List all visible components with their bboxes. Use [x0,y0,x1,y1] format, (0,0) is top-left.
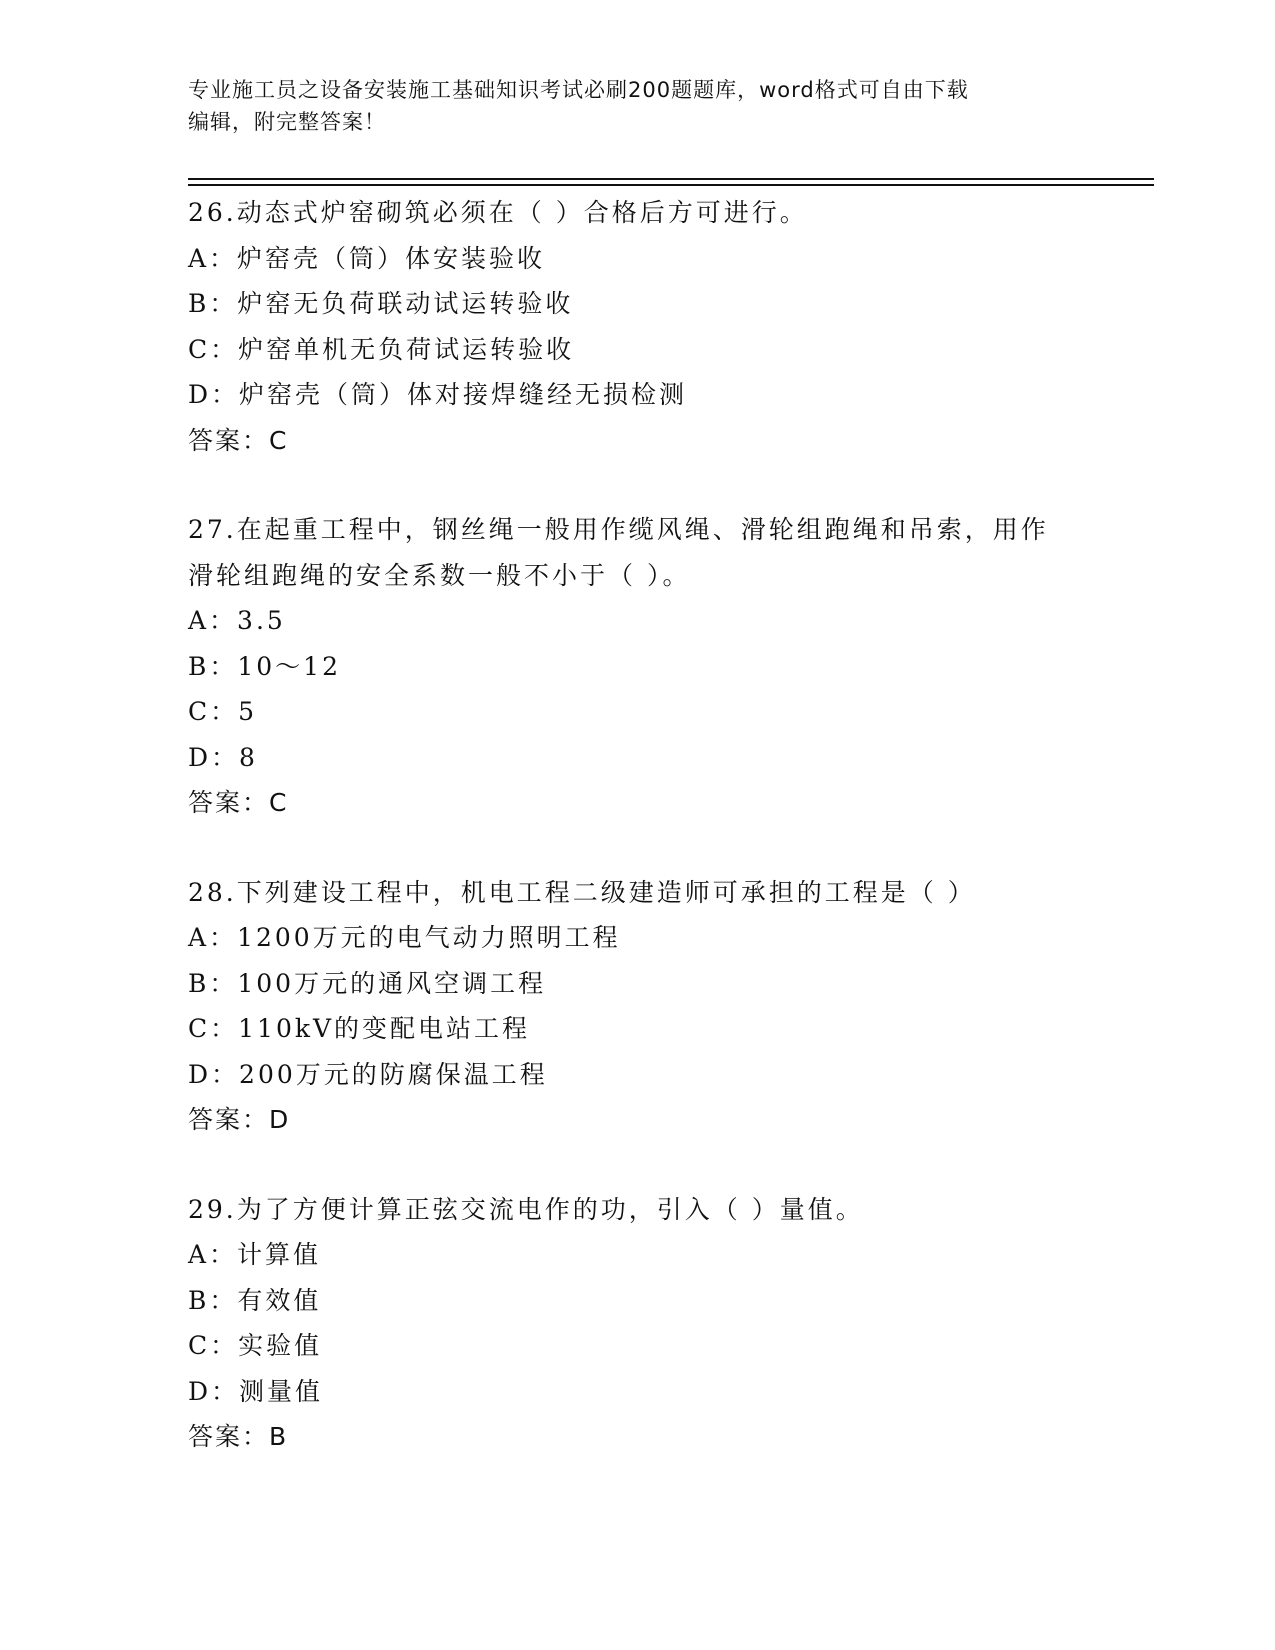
answer-label: 答案：C [188,788,289,817]
question-27 [188,507,1088,826]
option-d: D：测量值 [188,1376,324,1406]
header-title-line-1: 专业施工员之设备安装施工基础知识考试必刷200题题库，word格式可自由下载 [188,78,969,102]
header-divider-bottom [188,184,1154,186]
option-d: D：炉窑壳（筒）体对接焊缝经无损检测 [188,380,688,409]
answer-label: 答案：C [188,425,289,455]
option-d: D：8 [188,742,258,772]
option-c: C：实验值 [188,1331,323,1360]
option-c: C：110kV的变配电站工程 [188,1014,531,1043]
question-stem: 26.动态式炉窑砌筑必须在（ ）合格后方可进行。 [188,198,808,227]
option-c: C：炉窑单机无负荷试运转验收 [188,334,575,364]
header-title-line-2: 编辑，附完整答案！ [188,110,386,134]
document-header [188,74,1088,138]
option-b: B：炉窑无负荷联动试运转验收 [188,289,574,318]
header-divider-top [188,178,1154,180]
option-a: A：1200万元的电气动力照明工程 [188,923,621,952]
question-28 [188,870,1088,1143]
question-list [188,190,1088,1504]
answer-label: 答案：D [188,1105,291,1134]
option-b: B：10～12 [188,651,341,681]
option-a: A：炉窑壳（筒）体安装验收 [188,243,546,273]
option-b: B：100万元的通风空调工程 [188,968,547,998]
question-stem-line-1: 27.在起重工程中，钢丝绳一般用作缆风绳、滑轮组跑绳和吊索，用作 [188,515,1049,544]
option-d: D：200万元的防腐保温工程 [188,1059,548,1089]
option-b: B：有效值 [188,1285,322,1315]
answer-label: 答案：B [188,1422,289,1451]
option-a: A：3.5 [188,606,286,635]
question-29 [188,1187,1088,1460]
question-26 [188,190,1088,463]
option-c: C：5 [188,697,258,726]
question-stem: 29.为了方便计算正弦交流电作的功，引入（ ）量值。 [188,1194,864,1224]
option-a: A：计算值 [188,1240,322,1269]
question-stem-line-2: 滑轮组跑绳的安全系数一般不小于（ ）。 [188,560,691,590]
question-stem: 28.下列建设工程中，机电工程二级建造师可承担的工程是（ ） [188,877,976,907]
